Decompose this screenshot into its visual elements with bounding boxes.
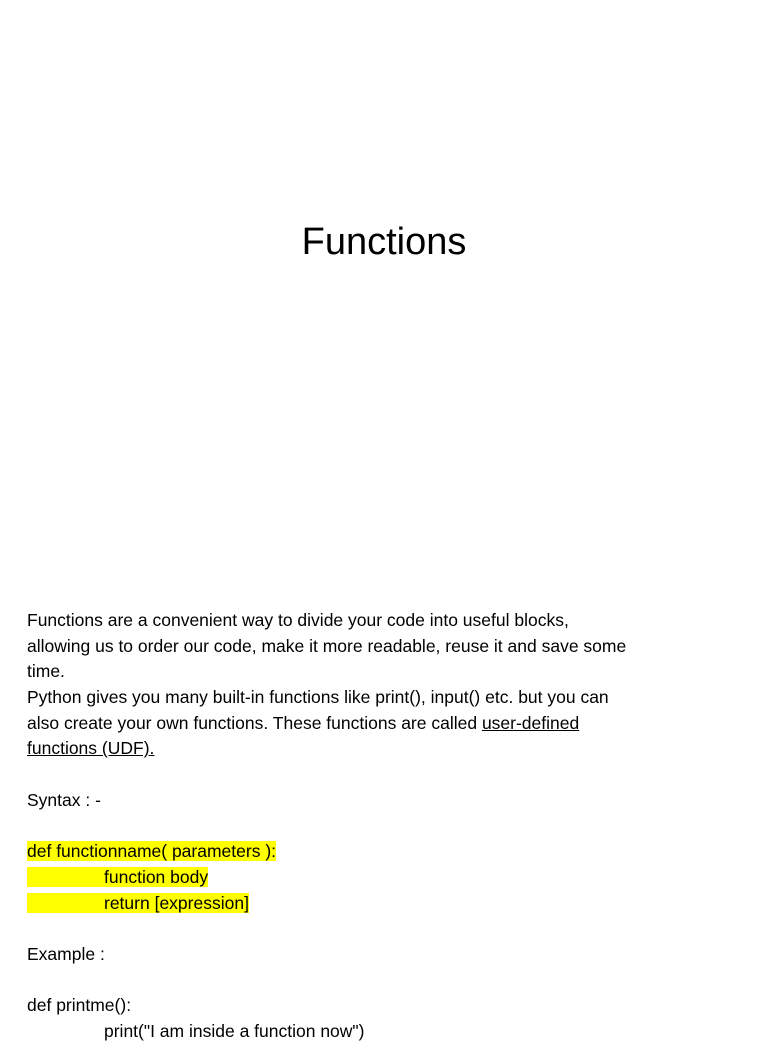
spacer <box>27 762 727 788</box>
builtin-line-2-text: also create your own functions. These functions are called <box>27 712 482 733</box>
slide-body <box>27 608 727 1045</box>
intro-line-2: allowing us to order our code, make it more readable, reuse it and save some <box>27 635 627 656</box>
builtin-line-1: Python gives you many built-in functions like print(), input() etc. but you can <box>27 687 609 708</box>
intro-line-1: Functions are a convenient way to divide your code into useful blocks, <box>27 610 569 630</box>
content-slide <box>0 576 768 1041</box>
spacer <box>27 814 727 840</box>
builtin-line-3 <box>27 736 727 762</box>
udf-term-part-2: functions (UDF). <box>27 738 155 759</box>
spacer <box>27 968 727 994</box>
syntax-code-return: return [expression] <box>104 892 249 913</box>
example-label: Example : <box>27 943 105 964</box>
syntax-label: Syntax : - <box>27 789 101 810</box>
syntax-code-def: def functionname( parameters ): <box>27 841 277 862</box>
example-code-line-1: def printme(): <box>27 995 132 1016</box>
spacer <box>27 916 727 942</box>
syntax-code-return-wrap <box>27 893 249 913</box>
builtin-line-2 <box>27 711 727 737</box>
udf-term-part-1: user-defined <box>481 712 580 733</box>
example-code-print: print("I am inside a function now") <box>104 1021 365 1041</box>
syntax-code-line-1 <box>27 839 727 865</box>
syntax-code-body: function body <box>104 866 209 887</box>
syntax-code-line-3 <box>27 891 727 917</box>
syntax-code-line-2 <box>27 865 727 891</box>
example-code-line-2 <box>27 1019 727 1045</box>
intro-line-3: time. <box>27 661 65 682</box>
syntax-code-body-wrap <box>27 867 208 887</box>
slide-title: Functions <box>301 221 467 263</box>
